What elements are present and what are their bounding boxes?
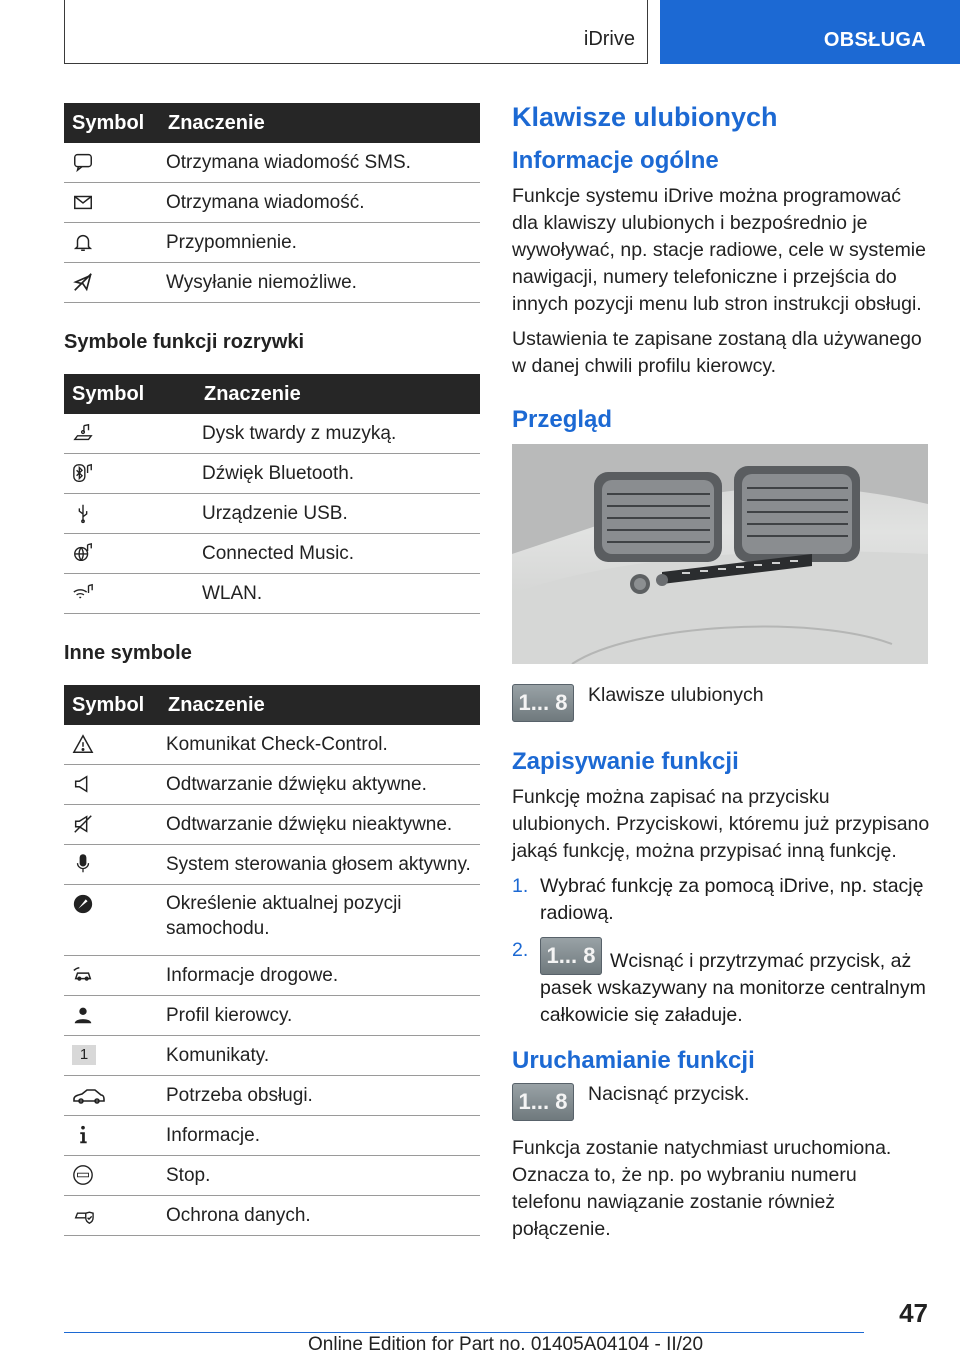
table-row — [64, 534, 480, 574]
header-left-box — [64, 0, 648, 64]
overview-heading: Przegląd — [512, 406, 613, 433]
footer-divider — [64, 1332, 864, 1333]
row-text: Potrzeba obsługi. — [160, 1076, 480, 1116]
general-paragraph-2: Ustawienia te zapisane zostaną dla używanego w danej chwili profilu kierowcy. — [512, 328, 922, 377]
overview-caption: Klawisze ulubionych — [588, 684, 764, 706]
other-symbols-table — [64, 685, 480, 1236]
speaker-icon — [72, 773, 94, 795]
table-row — [64, 494, 480, 534]
table-row — [64, 1116, 480, 1156]
table-row — [64, 805, 480, 845]
row-text: Dysk twardy z muzyką. — [196, 414, 480, 454]
table-header-row — [64, 374, 480, 414]
table-row — [64, 1196, 480, 1236]
row-text: Odtwarzanie dźwięku aktywne. — [160, 765, 480, 805]
data-protection-icon — [72, 1204, 94, 1226]
messages-table — [64, 103, 480, 303]
dashboard-photo — [512, 444, 928, 664]
warning-triangle-icon — [72, 733, 94, 755]
step-number: 2. — [512, 939, 529, 961]
overview-caption-row — [512, 684, 930, 722]
table-header-row — [64, 103, 480, 143]
row-text: Otrzymana wiadomość. — [160, 183, 480, 223]
row-text: Określenie aktualnej pozycji samochodu. — [160, 885, 480, 956]
run-paragraph: Funkcja zostanie natychmiast uruchomiona. Oznacza to, że np. po wybraniu numeru telefonu nawiązanie zostanie również połączenie. — [512, 1137, 892, 1240]
row-text: Informacje drogowe. — [160, 956, 480, 996]
row-text: Ochrona danych. — [160, 1196, 480, 1236]
favorite-keys-button-image: 1... 8 — [512, 1083, 574, 1121]
table-row — [64, 1036, 480, 1076]
table-row — [64, 183, 480, 223]
row-text: Stop. — [160, 1156, 480, 1196]
bell-icon — [72, 231, 94, 253]
hard-disk-music-icon — [72, 422, 94, 444]
table-row — [64, 996, 480, 1036]
favorite-keys-button-image: 1... 8 — [512, 684, 574, 722]
list-item — [512, 873, 930, 927]
list-item — [512, 937, 930, 1029]
col-symbol: Symbol — [64, 103, 160, 143]
table-row — [64, 263, 480, 303]
microphone-icon — [72, 853, 94, 875]
table-row — [64, 1156, 480, 1196]
driver-profile-icon — [72, 1004, 94, 1026]
table-header-row — [64, 685, 480, 725]
row-text: Przypomnienie. — [160, 223, 480, 263]
right-column — [512, 102, 930, 1251]
speaker-muted-icon — [72, 813, 94, 835]
row-text: System sterowania głosem aktywny. — [160, 845, 480, 885]
page-number: 47 — [899, 1298, 928, 1328]
table-row — [64, 845, 480, 885]
car-service-icon — [72, 1084, 106, 1106]
table-row — [64, 414, 480, 454]
save-paragraph: Funkcję można zapisać na przycisku ulubionych. Przyciskowi, któremu już przypisano jakąś funkcję, można przypisać inną funkcję. — [512, 786, 930, 862]
wlan-music-icon — [72, 582, 94, 604]
run-action-row — [512, 1083, 930, 1121]
general-paragraph-1: Funkcje systemu iDrive można programować dla klawiszy ulubionych i bezpośrednio je wywoływać, np. stacje radiowe, cele w systemie nawigacji, numery telefoniczne i przejścia do innych pozycji menu lub stron instrukcji obsługi. — [512, 185, 926, 315]
bluetooth-audio-icon — [72, 462, 94, 484]
table-row — [64, 956, 480, 996]
row-text: Informacje. — [160, 1116, 480, 1156]
row-text: Connected Music. — [196, 534, 480, 574]
left-column — [64, 103, 480, 1236]
row-text: Wysyłanie niemożliwe. — [160, 263, 480, 303]
header-section-tab — [660, 0, 960, 64]
entertainment-heading: Symbole funkcji rozrywki — [64, 331, 305, 353]
row-text: Komunikat Check-Control. — [160, 725, 480, 765]
chat-bubble-icon — [72, 151, 94, 173]
row-text: Odtwarzanie dźwięku nieaktywne. — [160, 805, 480, 845]
message-count-icon: 1 — [72, 1045, 96, 1065]
footer-edition: Online Edition for Part no. 01405A04104 - II/20 — [308, 1334, 704, 1355]
traffic-info-icon — [72, 964, 94, 986]
row-text: Profil kierowcy. — [160, 996, 480, 1036]
row-text: Dźwięk Bluetooth. — [196, 454, 480, 494]
page-title: Klawisze ulubionych — [512, 102, 778, 132]
table-row — [64, 574, 480, 614]
envelope-icon — [72, 191, 94, 213]
row-text: Urządzenie USB. — [196, 494, 480, 534]
stop-icon — [72, 1164, 94, 1186]
table-row — [64, 143, 480, 183]
run-action: Nacisnąć przycisk. — [588, 1083, 750, 1105]
step-text: Wcisnąć i przytrzymać przycisk, aż pasek wskazywany na monitorze centralnym całkowicie się załaduje. — [540, 950, 926, 1026]
entertainment-table — [64, 374, 480, 614]
favorite-keys-button-image: 1... 8 — [540, 937, 602, 975]
save-steps-list — [512, 873, 930, 1029]
table-row — [64, 1076, 480, 1116]
usb-icon — [72, 502, 94, 524]
info-icon — [72, 1124, 94, 1146]
col-symbol: Symbol — [64, 685, 160, 725]
chapter-title: iDrive — [583, 28, 635, 50]
save-heading: Zapisywanie funkcji — [512, 748, 739, 775]
row-text: Otrzymana wiadomość SMS. — [160, 143, 480, 183]
col-meaning: Znaczenie — [160, 685, 480, 725]
run-heading: Uruchamianie funkcji — [512, 1047, 755, 1074]
col-meaning: Znaczenie — [196, 374, 480, 414]
general-heading: Informacje ogólne — [512, 147, 719, 174]
table-row — [64, 223, 480, 263]
row-text: Komunikaty. — [160, 1036, 480, 1076]
table-row — [64, 725, 480, 765]
col-symbol: Symbol — [64, 374, 196, 414]
table-row — [64, 454, 480, 494]
step-text: Wybrać funkcję za pomocą iDrive, np. stację radiową. — [540, 875, 924, 924]
row-text: WLAN. — [196, 574, 480, 614]
table-row — [64, 885, 480, 956]
message-blocked-icon — [72, 271, 94, 293]
connected-music-icon — [72, 542, 94, 564]
col-meaning: Znaczenie — [160, 103, 480, 143]
navigation-arrow-icon — [72, 893, 94, 915]
step-number: 1. — [512, 875, 529, 897]
section-title: OBSŁUGA — [823, 29, 926, 51]
other-symbols-heading: Inne symbole — [64, 642, 192, 664]
table-row — [64, 765, 480, 805]
